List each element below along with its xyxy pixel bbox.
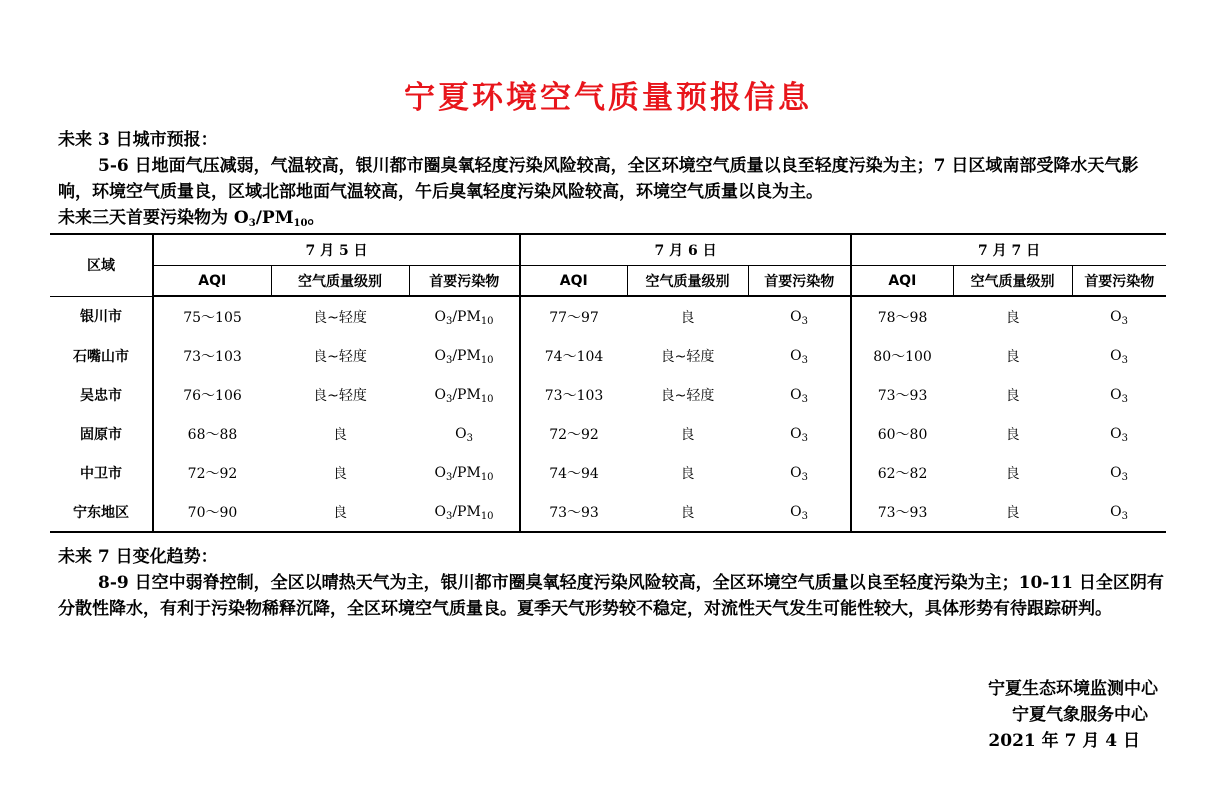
level-cell: 良~轻度 bbox=[660, 387, 715, 404]
aqi-header: AQI bbox=[153, 266, 271, 297]
pollutant-cell: $O_3/PM_{10}$ bbox=[434, 347, 494, 366]
trend-7day-body: 8-9 日空中弱脊控制，全区以晴热天气为主，银川都市圈臭氧轻度污染风险较高，全区环境空气质量以良至轻度污染为主；10-11 日全区阴有分散性降水，有利于污染物稀释沉降，全区环境空气质量良。夏季天气形势较不稳定，对流性天气发生可能性较大，具体形势有待跟踪研判。 bbox=[58, 573, 1164, 619]
aqi-cell: 76～106 bbox=[153, 375, 271, 414]
aqi-cell: 62～82 bbox=[851, 453, 953, 492]
aqi-cell: 68～88 bbox=[153, 414, 271, 453]
aqi-header: AQI bbox=[520, 266, 627, 297]
table-row bbox=[50, 492, 1166, 532]
pollutant-header: 首要污染物 bbox=[409, 266, 520, 297]
level-cell: 良~轻度 bbox=[660, 348, 715, 365]
region-name: 宁东地区 bbox=[50, 492, 153, 532]
aqi-cell: 70～90 bbox=[153, 492, 271, 532]
aqi-cell: 73～93 bbox=[851, 492, 953, 532]
level-cell: 良 bbox=[1005, 387, 1020, 404]
pollutant-cell: $O_3$ bbox=[1110, 464, 1128, 483]
level-cell: 良 bbox=[627, 492, 748, 532]
aqi-cell: 72～92 bbox=[153, 453, 271, 492]
pollutant-cell: $O_3$ bbox=[1110, 425, 1128, 444]
level-cell: 良 bbox=[1005, 426, 1020, 443]
pollutant-cell: $O_3/PM_{10}$ bbox=[409, 492, 520, 532]
date-header-3: 7 月 7 日 bbox=[851, 234, 1166, 266]
table-row bbox=[50, 453, 1166, 492]
org-monitoring-center: 宁夏生态环境监测中心 bbox=[988, 679, 1158, 699]
aqi-cell: 73～103 bbox=[520, 375, 627, 414]
level-cell: 良 bbox=[680, 309, 695, 326]
pollutant-cell: $O_3$ bbox=[1110, 347, 1128, 366]
forecast-table bbox=[50, 233, 1166, 533]
aqi-header: AQI bbox=[851, 266, 953, 297]
pollutant-cell: $O_3$ bbox=[790, 425, 808, 444]
aqi-cell: 73～93 bbox=[851, 375, 953, 414]
pollutant-cell: $O_3$ bbox=[790, 308, 808, 327]
level-cell: 良 bbox=[333, 426, 347, 443]
aqi-cell: 80～100 bbox=[851, 336, 953, 375]
level-cell: 良 bbox=[680, 426, 695, 443]
trend-7day-heading: 未来 7 日变化趋势： bbox=[58, 547, 218, 567]
level-cell: 良~轻度 bbox=[313, 348, 367, 365]
aqi-cell: 74～104 bbox=[520, 336, 627, 375]
pollutant-cell: $O_3/PM_{10}$ bbox=[434, 464, 494, 483]
primary-pollutants-text: 未来三天首要污染物为 $O_3/PM_{10}$。 bbox=[58, 208, 325, 229]
level-cell: 良~轻度 bbox=[313, 309, 367, 326]
pollutant-cell: $O_3$ bbox=[790, 386, 808, 405]
pollutant-cell: $O_3$ bbox=[455, 425, 473, 444]
level-header: 空气质量级别 bbox=[953, 266, 1072, 297]
region-name: 吴忠市 bbox=[80, 387, 122, 404]
table-row bbox=[50, 375, 1166, 414]
forecast-3day-body: 5-6 日地面气压减弱，气温较高，银川都市圈臭氧轻度污染风险较高，全区环境空气质量以良至轻度污染为主；7 日区域南部受降水天气影响，环境空气质量良，区域北部地面气温较高，午后臭氧轻度污染风险较高，环境空气质量以良为主。 bbox=[58, 156, 1139, 202]
level-header: 空气质量级别 bbox=[627, 266, 748, 297]
forecast-3day-heading: 未来 3 日城市预报： bbox=[58, 130, 218, 150]
pollutant-cell: $O_3/PM_{10}$ bbox=[434, 386, 494, 405]
aqi-cell: 73～93 bbox=[520, 492, 627, 532]
date-header-1: 7 月 5 日 bbox=[153, 234, 520, 266]
level-cell: 良 bbox=[1005, 309, 1020, 326]
pollutant-cell: $O_3/PM_{10}$ bbox=[434, 308, 494, 327]
footer-signature bbox=[988, 676, 1158, 754]
table-row bbox=[50, 414, 1166, 453]
level-cell: 良 bbox=[680, 465, 695, 482]
forecast-3day-section bbox=[58, 127, 1168, 231]
level-header: 空气质量级别 bbox=[271, 266, 409, 297]
pollutant-cell: $O_3$ bbox=[748, 492, 851, 532]
pollutant-cell: $O_3$ bbox=[790, 347, 808, 366]
aqi-cell: 74～94 bbox=[520, 453, 627, 492]
level-cell: 良 bbox=[1005, 465, 1020, 482]
table-row bbox=[50, 296, 1166, 336]
level-cell: 良 bbox=[953, 492, 1072, 532]
pollutant-cell: $O_3$ bbox=[1110, 386, 1128, 405]
level-cell: 良 bbox=[271, 492, 409, 532]
region-name: 石嘴山市 bbox=[73, 348, 129, 365]
table-row bbox=[50, 336, 1166, 375]
aqi-cell: 72～92 bbox=[520, 414, 627, 453]
issue-date: 2021 年 7 月 4 日 bbox=[988, 731, 1140, 751]
level-cell: 良 bbox=[1005, 348, 1020, 365]
forecast-table-body bbox=[50, 296, 1166, 532]
region-name: 固原市 bbox=[80, 426, 122, 443]
region-name: 中卫市 bbox=[80, 465, 122, 482]
trend-7day-section bbox=[58, 544, 1168, 622]
pollutant-header: 首要污染物 bbox=[748, 266, 851, 297]
pollutant-cell: $O_3$ bbox=[1110, 308, 1128, 327]
level-cell: 良 bbox=[333, 465, 347, 482]
aqi-cell: 60～80 bbox=[851, 414, 953, 453]
org-weather-center: 宁夏气象服务中心 bbox=[1012, 705, 1148, 725]
page-title: 宁夏环境空气质量预报信息 bbox=[404, 80, 812, 116]
pollutant-header: 首要污染物 bbox=[1072, 266, 1166, 297]
region-name: 银川市 bbox=[80, 309, 122, 326]
date-header-2: 7 月 6 日 bbox=[520, 234, 851, 266]
level-cell: 良~轻度 bbox=[313, 387, 367, 404]
aqi-cell: 78～98 bbox=[851, 296, 953, 336]
pollutant-cell: $O_3$ bbox=[1072, 492, 1166, 532]
aqi-cell: 73～103 bbox=[153, 336, 271, 375]
aqi-cell: 75～105 bbox=[153, 296, 271, 336]
pollutant-cell: $O_3$ bbox=[790, 464, 808, 483]
aqi-cell: 77～97 bbox=[520, 296, 627, 336]
region-header: 区域 bbox=[50, 234, 153, 296]
